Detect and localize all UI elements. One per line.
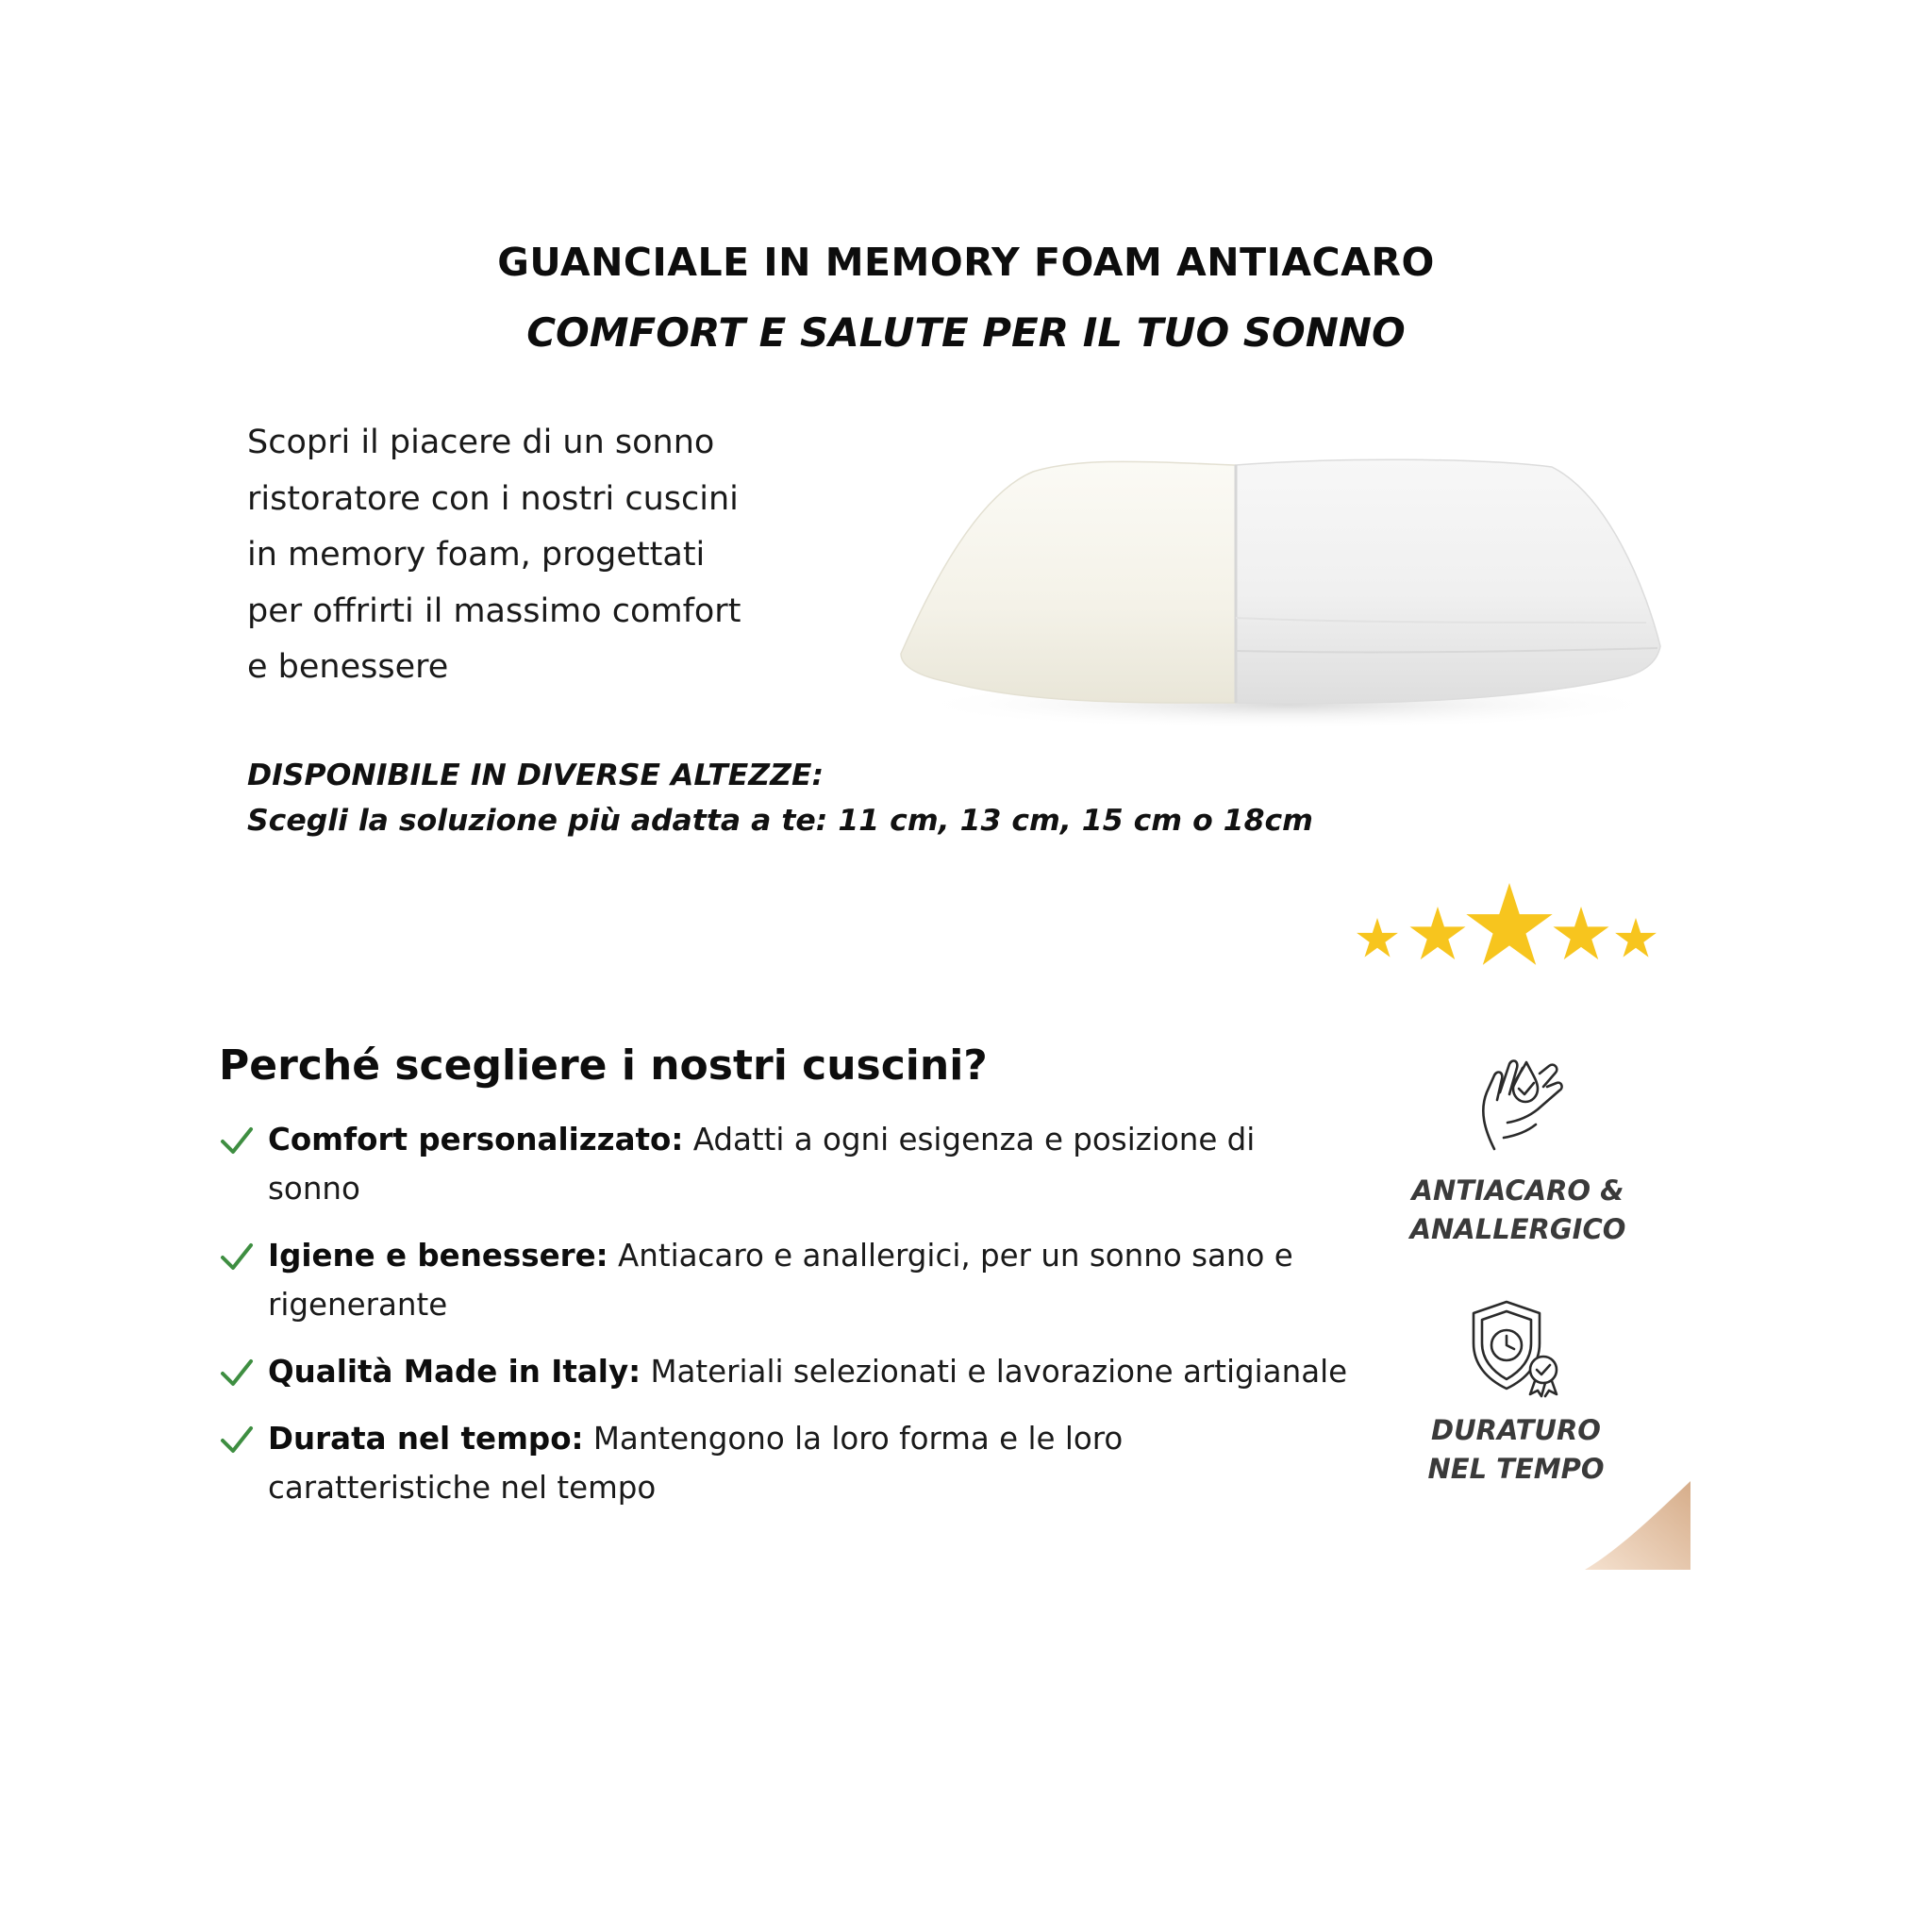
badge-antiacaro (1367, 1055, 1669, 1249)
heights-label: DISPONIBILE IN DIVERSE ALTEZZE: (247, 758, 824, 792)
intro-line: Scopri il piacere di un sonno (247, 424, 715, 461)
intro-line: per offrirti il massimo comfort (247, 591, 741, 630)
badge-line: ANALLERGICO (1409, 1213, 1626, 1245)
pillow-image (891, 429, 1665, 731)
check-icon (219, 1123, 255, 1158)
page-subtitle: COMFORT E SALUTE PER IL TUO SONNO (526, 309, 1406, 356)
benefit-title: Igiene e benessere: (268, 1238, 608, 1274)
benefit-text: Antiacaro e anallergici, per un sonno sano e rigenerante (268, 1238, 1293, 1323)
intro-line: ristoratore con i nostri cuscini (247, 479, 739, 518)
benefit-title: Qualità Made in Italy: (268, 1354, 641, 1390)
list-item (219, 1115, 1351, 1213)
benefit-title: Durata nel tempo: (268, 1421, 584, 1457)
list-item (219, 1347, 1351, 1396)
corner-decoration (1585, 1481, 1690, 1570)
benefit-text: Materiali selezionati e lavorazione artigianale (641, 1354, 1348, 1390)
badge-line: NEL TEMPO (1427, 1453, 1605, 1485)
star-icon (1466, 883, 1552, 965)
badge-duraturo (1365, 1294, 1667, 1489)
star-icon (1357, 918, 1398, 958)
shield-clock-medal-icon (1464, 1294, 1568, 1398)
intro-line: in memory foam, progettati (247, 536, 706, 574)
list-item (219, 1231, 1351, 1329)
benefits-list (219, 1115, 1351, 1530)
list-item (219, 1414, 1351, 1512)
hand-drop-check-icon (1466, 1055, 1570, 1158)
star-icon (1615, 918, 1657, 958)
why-heading: Perché scegliere i nostri cuscini? (219, 1041, 988, 1090)
check-icon (219, 1422, 255, 1457)
benefit-text: Mantengono la loro forma e le loro caratteristiche nel tempo (268, 1421, 1124, 1506)
benefit-text: Adatti a ogni esigenza e posizione di sonno (268, 1122, 1256, 1207)
page-title: GUANCIALE IN MEMORY FOAM ANTIACARO (497, 240, 1435, 285)
intro-line: e benessere (247, 648, 449, 686)
check-icon (219, 1355, 255, 1391)
star-rating (1351, 875, 1662, 974)
benefit-title: Comfort personalizzato: (268, 1122, 684, 1158)
check-icon (219, 1239, 255, 1274)
heights-options: Scegli la soluzione più adatta a te: 11 cm, 13 cm, 15 cm o 18cm (247, 804, 1314, 838)
badge-line: ANTIACARO & (1411, 1174, 1624, 1207)
intro-paragraph (247, 415, 813, 696)
badge-line: DURATURO (1431, 1414, 1601, 1446)
star-icon (1554, 907, 1609, 959)
star-icon (1410, 907, 1466, 959)
